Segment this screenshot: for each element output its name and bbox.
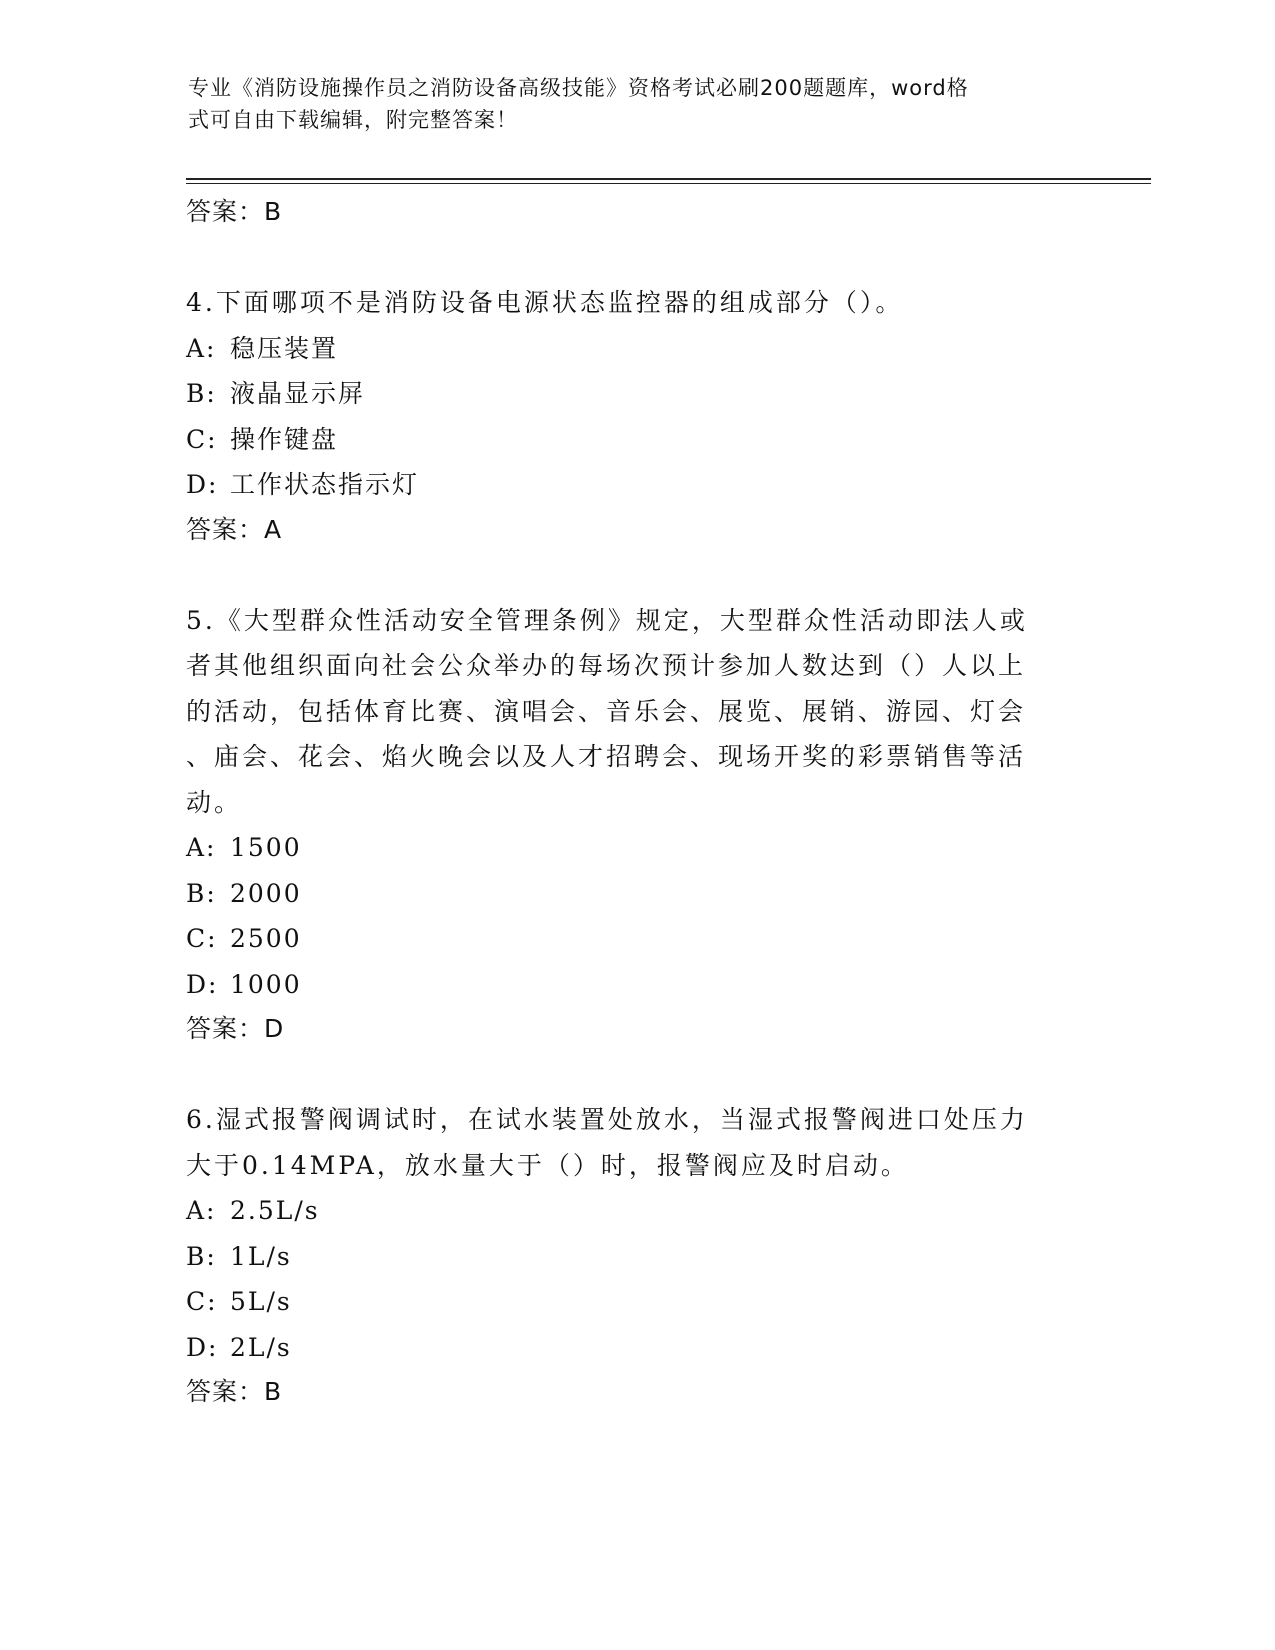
stem-line: 6.湿式报警阀调试时，在试水装置处放水，当湿式报警阀进口处压力	[186, 1105, 1028, 1134]
option-key: C:	[186, 424, 218, 454]
answer-label: 答案：B	[186, 1377, 283, 1406]
option-key: D:	[186, 470, 219, 499]
stem-line: 者其他组织面向社会公众举办的每场次预计参加人数达到（）人以上	[186, 651, 1027, 680]
header-line-2: 式可自由下载编辑，附完整答案！	[188, 108, 518, 132]
option-text: 2L/s	[230, 1332, 292, 1362]
option-key: C:	[186, 924, 218, 953]
option-text: 2.5L/s	[230, 1196, 320, 1225]
stem-line: 的活动，包括体育比赛、演唱会、音乐会、展览、展销、游园、灯会	[186, 696, 1027, 726]
option-d	[186, 1325, 1066, 1371]
option-key: B:	[186, 1241, 217, 1271]
option-text: 稳压装置	[230, 333, 339, 363]
option-text: 2000	[230, 878, 302, 908]
stem-line: 5.《大型群众性活动安全管理条例》规定，大型群众性活动即法人或	[186, 605, 1028, 635]
question-5	[186, 598, 1066, 1052]
stem-line: 、庙会、花会、焰火晚会以及人才招聘会、现场开奖的彩票销售等活	[186, 742, 1027, 771]
question-4	[186, 280, 1066, 552]
option-text: 5L/s	[230, 1287, 292, 1316]
option-key: C:	[186, 1287, 218, 1316]
stem-line: 大于0.14MPA，放水量大于（）时，报警阀应及时启动。	[186, 1150, 909, 1180]
header-line-1: 专业《消防设施操作员之消防设备高级技能》资格考试必刷200题题库，word格	[188, 76, 969, 100]
option-text: 1L/s	[230, 1241, 292, 1271]
question-list	[186, 190, 1066, 1414]
stem-line: 4.下面哪项不是消防设备电源状态监控器的组成部分（）。	[186, 288, 904, 317]
option-key: D:	[186, 1332, 219, 1362]
header-divider-thick	[186, 178, 1151, 180]
previous-answer: 答案：B	[186, 197, 283, 226]
question-stem	[186, 1097, 1066, 1188]
option-text: 工作状态指示灯	[230, 470, 420, 499]
option-b	[186, 371, 1066, 417]
header-divider-thin	[186, 183, 1151, 184]
option-a	[186, 326, 1066, 372]
option-c	[186, 916, 1066, 962]
option-d	[186, 962, 1066, 1008]
option-text: 2500	[230, 924, 302, 953]
option-a	[186, 825, 1066, 871]
answer-label: 答案：A	[186, 514, 283, 544]
stem-line: 动。	[186, 787, 243, 817]
option-key: A:	[186, 333, 217, 363]
option-key: B:	[186, 878, 217, 908]
question-stem	[186, 280, 1066, 326]
option-key: A:	[186, 833, 217, 862]
answer-label: 答案：D	[186, 1014, 285, 1043]
option-key: A:	[186, 1196, 217, 1225]
option-text: 1500	[230, 833, 302, 862]
question-6	[186, 1097, 1066, 1414]
option-b	[186, 1234, 1066, 1280]
option-d	[186, 462, 1066, 508]
document-header	[188, 72, 1068, 136]
option-key: D:	[186, 969, 219, 999]
option-a	[186, 1188, 1066, 1234]
option-c	[186, 1279, 1066, 1325]
question-stem	[186, 598, 1066, 826]
option-key: B:	[186, 379, 217, 408]
option-text: 操作键盘	[230, 424, 339, 454]
option-b	[186, 871, 1066, 917]
option-text: 1000	[230, 969, 302, 999]
option-text: 液晶显示屏	[230, 379, 366, 408]
option-c	[186, 417, 1066, 463]
